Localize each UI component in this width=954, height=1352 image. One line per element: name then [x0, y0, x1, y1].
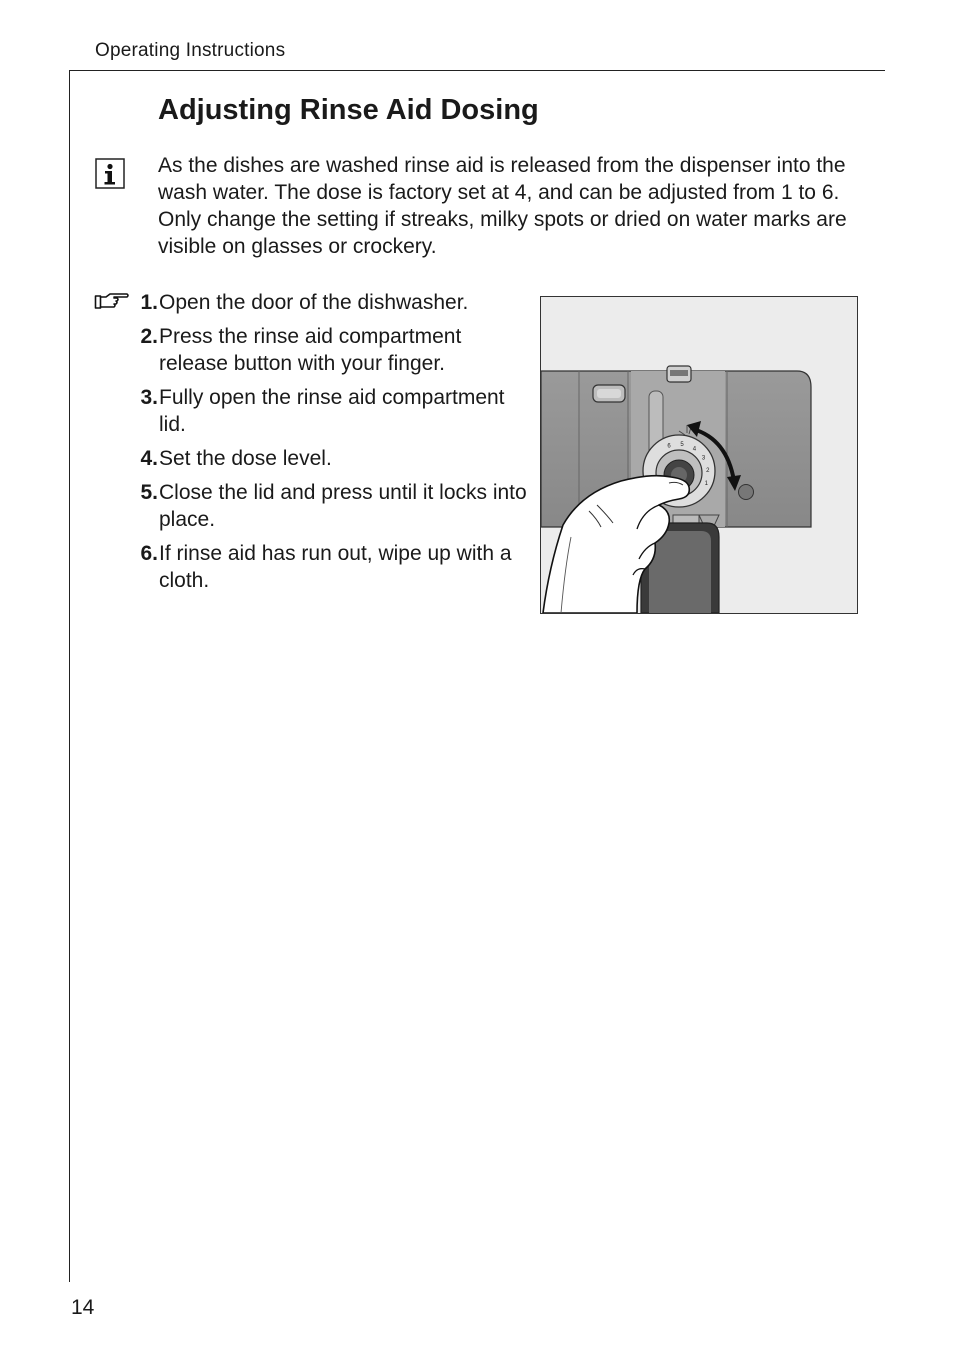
dial-mark: 2 — [706, 468, 710, 474]
header-rule — [69, 70, 885, 71]
margin-rule — [69, 70, 70, 1282]
step-number: 6. — [140, 542, 158, 565]
instruction-steps — [120, 289, 530, 601]
list-item — [120, 540, 530, 594]
dial-mark: 3 — [701, 455, 706, 462]
dial-mark: 4 — [692, 446, 697, 453]
step-number: 1. — [140, 291, 158, 314]
dial-mark: 1 — [704, 480, 708, 487]
step-number: 3. — [140, 386, 158, 409]
step-number: 2. — [140, 325, 158, 348]
step-text: Set the dose level. — [159, 447, 332, 470]
page-number: 14 — [71, 1296, 95, 1319]
step-number: 4. — [140, 447, 158, 470]
dial-mark: 5 — [680, 442, 684, 449]
dial-mark: 6 — [667, 443, 671, 450]
list-item — [120, 479, 530, 533]
list-item — [120, 384, 530, 438]
step-text: Close the lid and press until it locks into place. — [159, 481, 527, 531]
step-text: Fully open the rinse aid compartment lid. — [159, 386, 505, 436]
rinse-aid-dispenser-illustration — [540, 296, 858, 614]
step-text: Open the door of the dishwasher. — [159, 291, 469, 314]
step-text: Press the rinse aid compartment release button with your finger. — [159, 325, 462, 375]
intro-paragraph: As the dishes are washed rinse aid is released from the dispenser into the wash water. The dose is factory set at 4, and can be adjusted from 1 to 6. Only change the setting if streaks, milky spots or dried on water marks are visible on glasses or crockery. — [158, 154, 847, 258]
step-number: 5. — [140, 481, 158, 504]
list-item — [120, 289, 530, 316]
list-item — [120, 323, 530, 377]
section-title: Adjusting Rinse Aid Dosing — [158, 94, 539, 126]
running-header: Operating Instructions — [95, 40, 286, 61]
info-icon — [95, 158, 125, 189]
step-text: If rinse aid has run out, wipe up with a cloth. — [159, 542, 512, 592]
list-item — [120, 445, 530, 472]
